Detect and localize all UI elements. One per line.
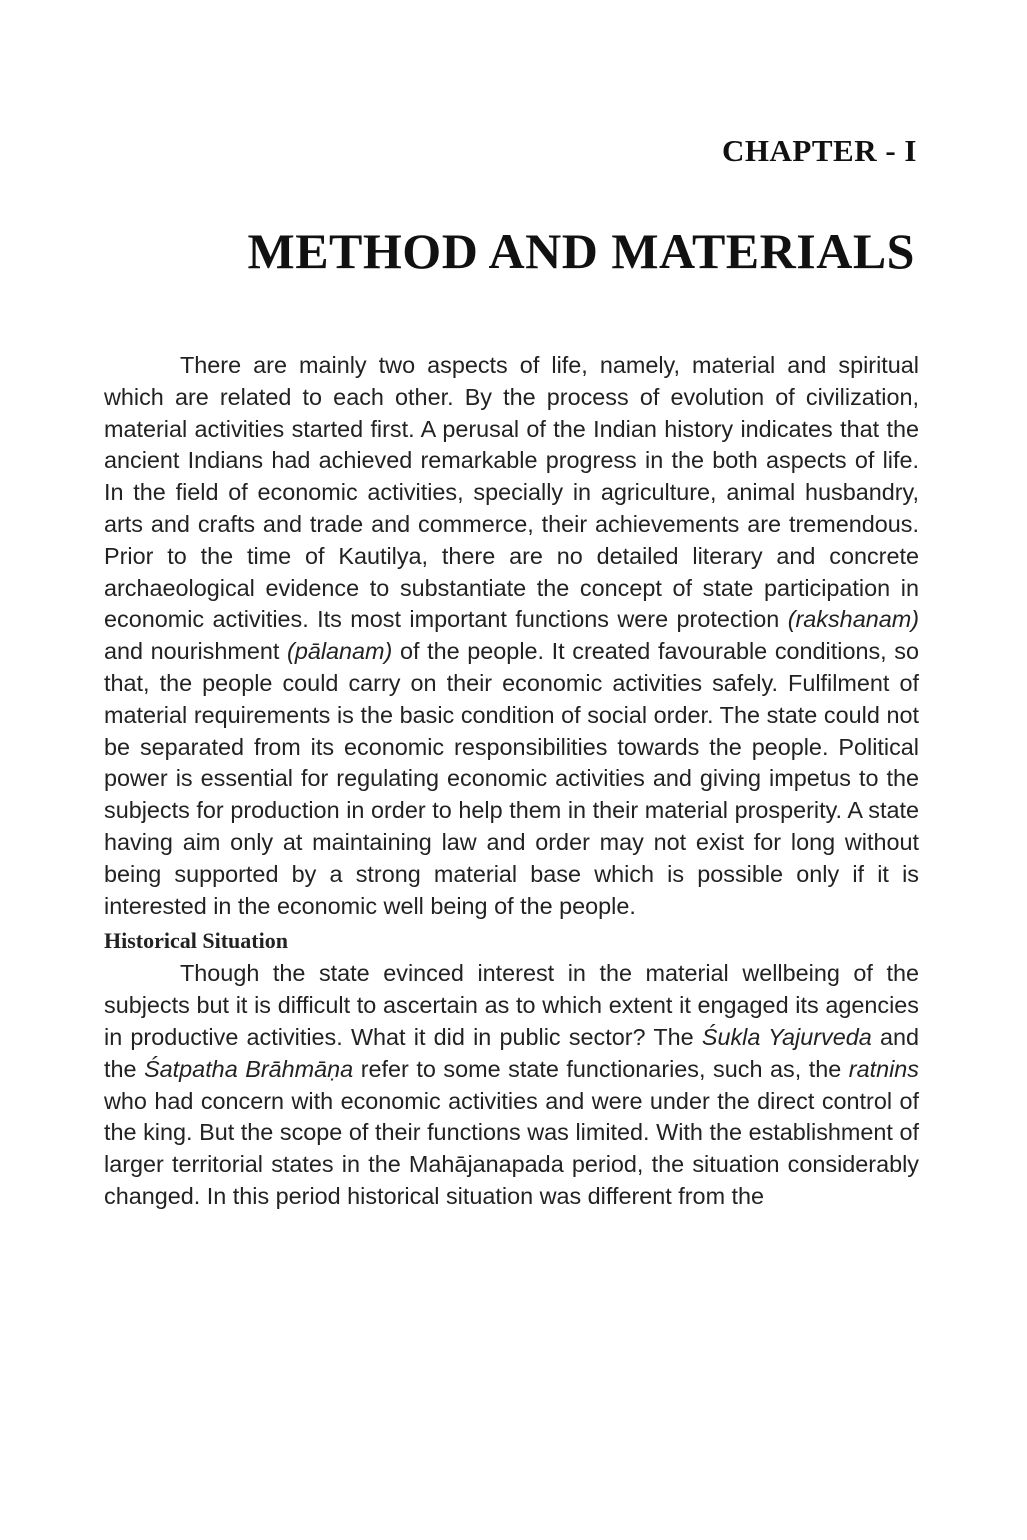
paragraph-historical-text-3: refer to some state functionaries, such as, the — [353, 1055, 849, 1082]
term-sukla-yajurveda: Śukla Yajurveda — [701, 1023, 872, 1050]
paragraph-historical-text-2: and the — [104, 1023, 919, 1082]
term-ratnins: ratnins — [848, 1055, 920, 1082]
paragraph-historical-text-4: who had concern with economic activities and were under the direct control of the king. But the scope of their functions was limited. With the establishment of larger territorial states in the Mahājanapada period, the situation considerably changed. In this period historical situation was different from the — [104, 1087, 919, 1209]
paragraph-intro-text-3: of the people. It created favourable conditions, so that, the people could carry on their economic activities safely. Fulfilment of material requirements is the basic condition of social order. The state could not be separated from its economic responsibilities towards the people. Political power is essential for regulating economic activities and giving impetus to the subjects for production in order to help them in their material prosperity. A state having aim only at maintaining law and order may not exist for long without being supported by a strong material base which is possible only if it is interested in the economic well being of the people. — [104, 638, 919, 919]
section-heading-historical-situation: Historical Situation — [104, 928, 288, 954]
term-palanam: (pālanam) — [287, 638, 393, 665]
term-satpatha-brahmana: Śatpatha Brāhmāṇa — [144, 1055, 354, 1082]
paragraph-intro-text-1: There are mainly two aspects of life, namely, material and spiritual which are related to each other. By the process of evolution of civilization, material activities started first. A perusal of the Indian history indicates that the ancient Indians had achieved remarkable progress in the both aspects of life. In the field of economic activities, specially in agriculture, animal husbandry, arts and crafts and trade and commerce, their achievements are tremendous. Prior to the time of Kautilya, there are no detailed literary and concrete archaeological evidence to substantiate the concept of state participation in economic activities. Its most important functions were protection — [104, 352, 919, 633]
paragraph-intro-text-2: and nourishment — [104, 638, 288, 665]
paragraph-intro — [104, 350, 919, 922]
paragraph-historical-text-1: Though the state evinced interest in the material wellbeing of the subjects but it is difficult to ascertain as to which extent it engaged its agencies in productive activities. What it did in public sector? The — [104, 960, 919, 1050]
chapter-label: CHAPTER - I — [722, 133, 917, 168]
body-text — [104, 350, 919, 1213]
term-rakshanam: (rakshanam) — [787, 606, 919, 633]
page-title: METHOD AND MATERIALS — [247, 223, 915, 279]
paragraph-historical — [104, 958, 919, 1212]
